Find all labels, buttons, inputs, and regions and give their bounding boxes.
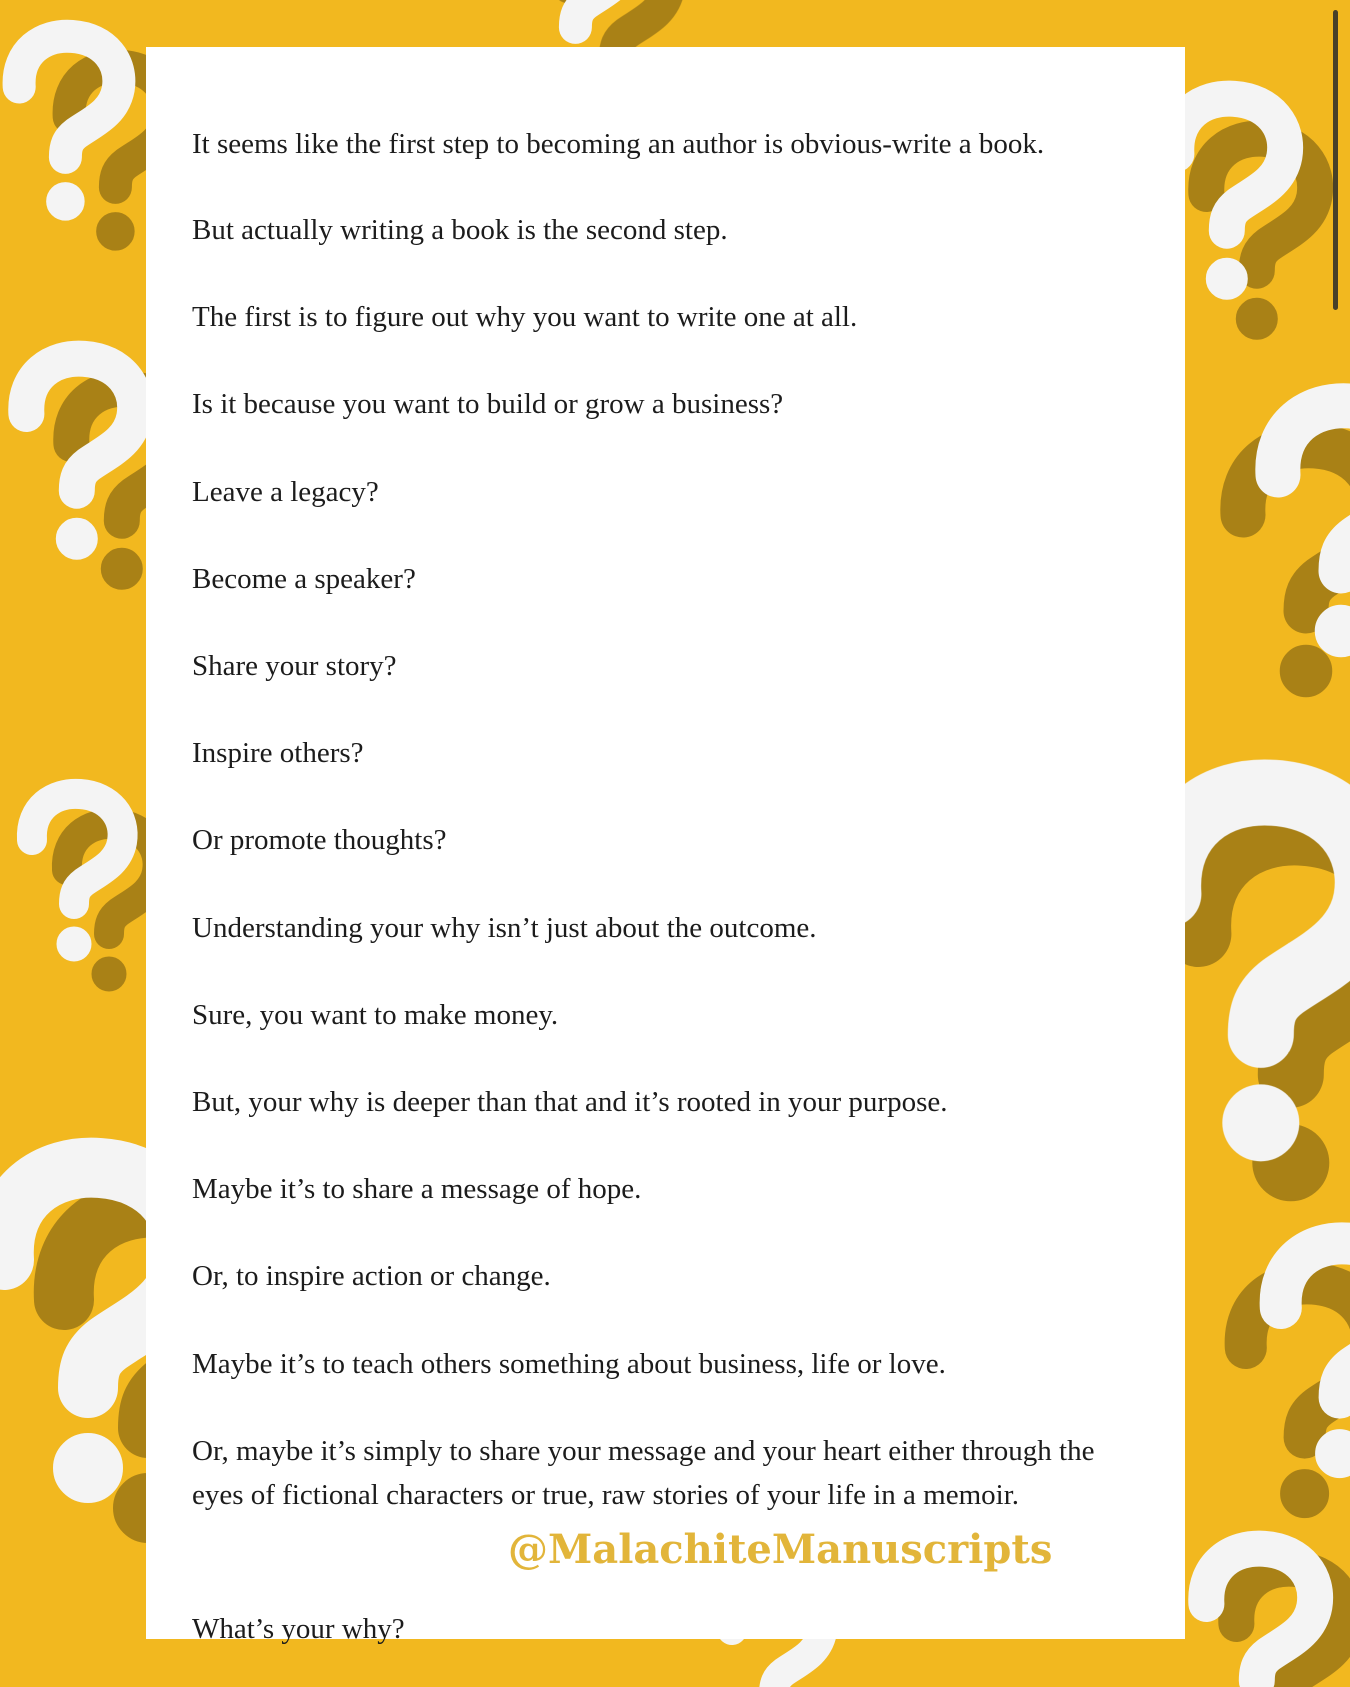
post-line-14: Or, to inspire action or change.: [192, 1260, 551, 1292]
post-line-6: Become a speaker?: [192, 563, 416, 595]
post-line-7: Share your story?: [192, 650, 397, 682]
post-line-8: Inspire others?: [192, 737, 364, 769]
post-line-4: Is it because you want to build or grow a business?: [192, 388, 784, 420]
post-line-5: Leave a legacy?: [192, 476, 379, 508]
post-line-9: Or promote thoughts?: [192, 824, 447, 856]
scrollbar[interactable]: [1333, 10, 1338, 310]
author-handle: @MalachiteManuscripts: [508, 1526, 1053, 1573]
post-line-17: What’s your why?: [192, 1613, 405, 1645]
post-line-15: Maybe it’s to teach others something about business, life or love.: [192, 1348, 946, 1380]
post-line-1: It seems like the first step to becoming an author is obvious-write a book.: [192, 128, 1045, 160]
post-line-11: Sure, you want to make money.: [192, 999, 559, 1031]
text-card: [146, 47, 1185, 1645]
post-line-2: But actually writing a book is the second step.: [192, 214, 728, 246]
post-line-10: Understanding your why isn’t just about the outcome.: [192, 912, 817, 944]
post-line-16: Or, maybe it’s simply to share your message and your heart either through the eyes of fictional characters or true, raw stories of your life in a memoir.: [192, 1435, 1095, 1511]
post-line-13: Maybe it’s to share a message of hope.: [192, 1173, 642, 1205]
post-line-3: The first is to figure out why you want to write one at all.: [192, 301, 858, 333]
post-line-12: But, your why is deeper than that and it’s rooted in your purpose.: [192, 1086, 948, 1118]
